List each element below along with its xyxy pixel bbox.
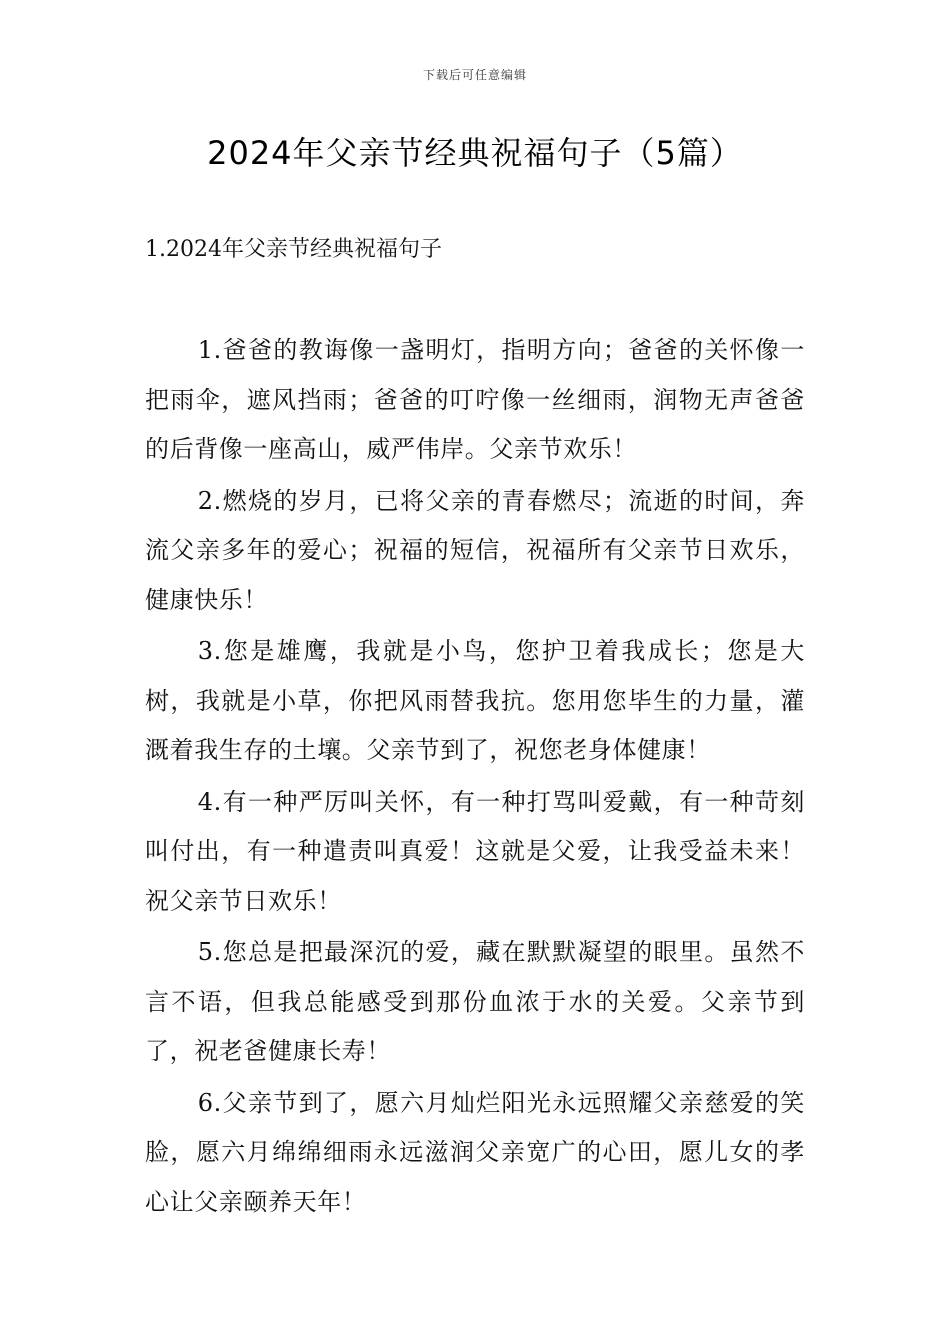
header-note: 下载后可任意编辑 [422,68,527,82]
body-text [145,326,805,1229]
paragraph-6: 6.父亲节到了，愿六月灿烂阳光永远照耀父亲慈爱的笑脸，愿六月绵绵细雨永远滋润父亲宽广的心田，愿儿女的孝心让父亲颐养天年！ [145,1088,805,1216]
paragraph-3: 3.您是雄鹰，我就是小鸟，您护卫着我成长；您是大树，我就是小草，你把风雨替我抗。您用您毕生的力量，灌溉着我生存的土壤。父亲节到了，祝您老身体健康！ [145,637,805,764]
document-title: 2024年父亲节经典祝福句子（5篇） [207,134,743,172]
paragraph-4: 4.有一种严厉叫关怀，有一种打骂叫爱戴，有一种苛刻叫付出，有一种遣责叫真爱！这就是父爱，让我受益未来！祝父亲节日欢乐！ [145,787,805,915]
section-heading: 1.2024年父亲节经典祝福句子 [145,237,442,262]
paragraph-5: 5.您总是把最深沉的爱，藏在默默凝望的眼里。虽然不言不语，但我总能感受到那份血浓于水的关爱。父亲节到了，祝老爸健康长寿！ [145,938,805,1065]
paragraph-2: 2.燃烧的岁月，已将父亲的青春燃尽；流逝的时间，奔流父亲多年的爱心；祝福的短信，祝福所有父亲节日欢乐，健康快乐！ [145,486,805,614]
paragraph-1: 1.爸爸的教诲像一盏明灯，指明方向；爸爸的关怀像一把雨伞，遮风挡雨；爸爸的叮咛像一丝细雨，润物无声爸爸的后背像一座高山，威严伟岸。父亲节欢乐！ [145,336,805,463]
